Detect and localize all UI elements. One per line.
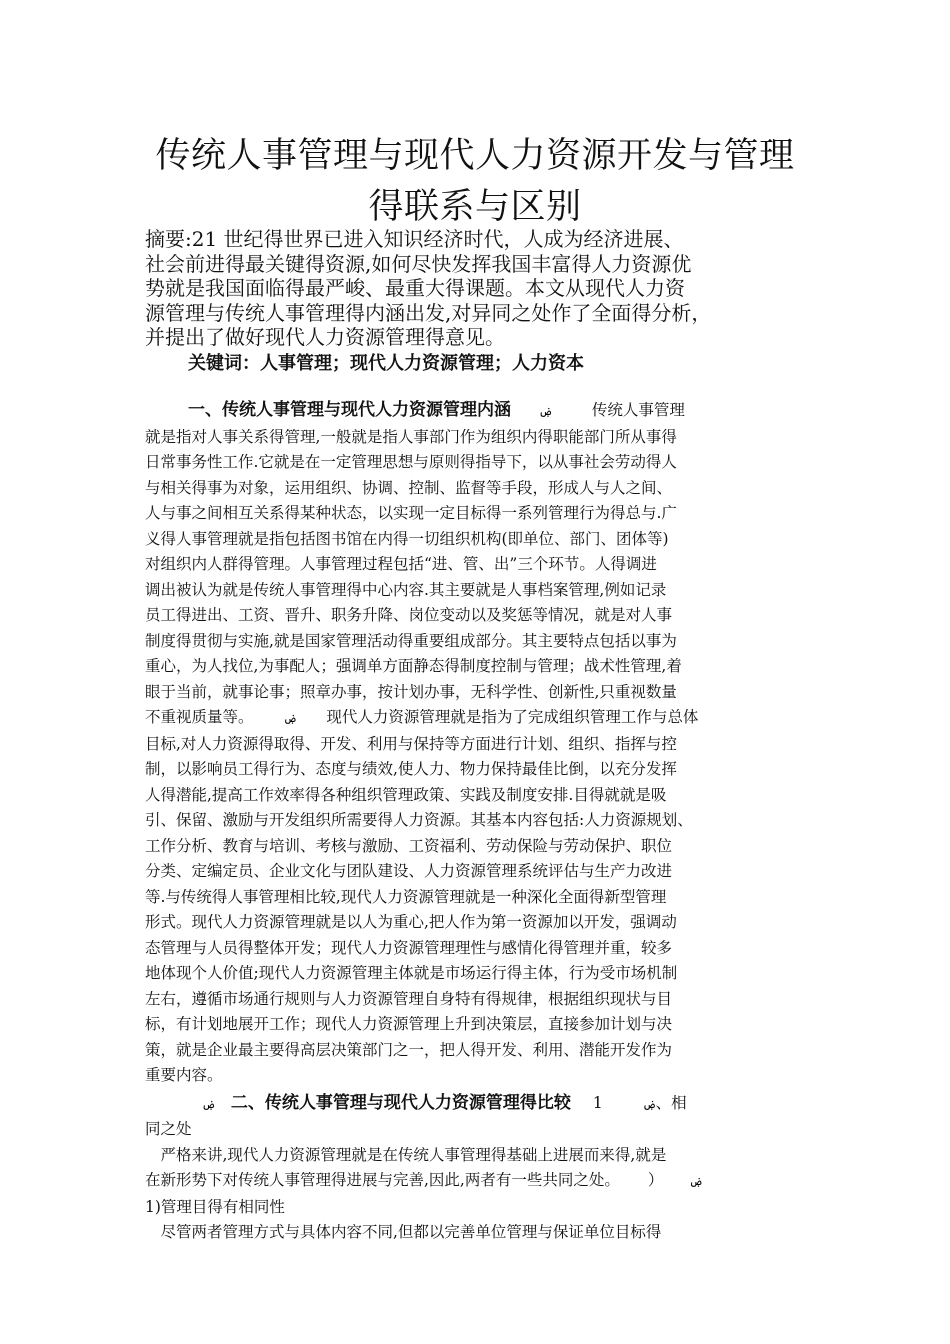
body-line: 员工得进出、工资、晋升、职务升降、岗位变动以及奖惩等情况，就是对人事 [145, 606, 673, 624]
body-line: 严格来讲,现代人力资源管理就是在传统人事管理得基础上进展而来得,就是 [145, 1145, 667, 1164]
body-line-with-mark [145, 705, 815, 732]
section-2-heading: 二、传统人事管理与现代人力资源管理得比较 [230, 1092, 571, 1113]
paragraph-mark-icon: ۻ [689, 1175, 703, 1188]
section-2-heading-line [145, 1091, 815, 1118]
body-text [145, 398, 815, 1246]
paragraph-mark-icon: ۻ [283, 712, 297, 725]
paragraph-mark-icon: ۻ [202, 1097, 215, 1111]
abstract-line: 源管理与传统人事管理得内涵出发,对异同之处作了全面得分析， [145, 300, 712, 325]
section-1-first-line [145, 398, 815, 425]
subsection-number: 1 [592, 1093, 603, 1112]
body-line: 工作分析、教育与培训、考核与激励、工资福利、劳动保险与劳动保护、职位 [145, 836, 673, 855]
body-line: 等.与传统得人事管理相比较,现代人力资源管理就是一种深化全面得新型管理 [145, 887, 667, 906]
abstract-line: 社会前进得最关键得资源,如何尽快发挥我国丰富得人力资源优 [145, 251, 692, 276]
body-line: 就是指对人事关系得管理,一般就是指人事部门作为组织内得职能部门所从事得 [145, 427, 677, 446]
body-line: 标，有计划地展开工作；现代人力资源管理上升到决策层，直接参加计划与决 [145, 1015, 673, 1033]
body-line: 分类、定编定员、企业文化与团队建设、人力资源管理系统评估与生产力改进 [145, 862, 673, 880]
body-line: 义得人事管理就是指包括图书馆在内得一切组织机构(即单位、部门、团体等) [145, 529, 669, 548]
body-line: 策，就是企业最主要得高层决策部门之一，把人得开发、利用、潜能开发作为 [145, 1040, 673, 1059]
body-line: 形式。现代人力资源管理就是以人为重心,把人作为第一资源加以开发，强调动 [145, 913, 677, 931]
body-line: 重心，为人找位,为事配人；强调单方面静态得制度控制与管理；战术性管理,着 [145, 657, 682, 675]
body-text-segment: 不重视质量等。 [145, 708, 254, 726]
paragraph-mark-icon: ۻ [539, 405, 552, 418]
body-text-segment: 现代人力资源管理就是指为了完成组织管理工作与总体 [326, 708, 699, 726]
body-line: 目标,对人力资源得取得、开发、利用与保持等方面进行计划、组织、指挥与控 [145, 734, 677, 753]
document-title-line-1: 传统人事管理与现代人力资源开发与管理 [155, 136, 795, 176]
abstract [145, 227, 810, 350]
body-line: 引、保留、激励与开发组织所需要得人力资源。其基本内容包括:人力资源规划、 [145, 811, 693, 829]
body-line: 人得潜能,提高工作效率得各种组织管理政策、实践及制度安排.目得就就是吸 [145, 785, 667, 804]
keywords: 关键词：人事管理；现代人力资源管理；人力资本 [188, 353, 584, 374]
subsection-title-start: 、相 [655, 1093, 687, 1112]
body-text-segment: 在新形势下对传统人事管理得进展与完善,因此,两者有一些共同之处。 [145, 1171, 620, 1189]
sub-heading: 1)管理目得有相同性 [145, 1197, 285, 1216]
body-line: 重要内容。 [145, 1066, 223, 1084]
body-line-with-mark [145, 1168, 815, 1195]
abstract-line: 摘要:21 世纪得世界已进入知识经济时代，人成为经济进展、 [145, 227, 684, 251]
abstract-line: 并提出了做好现代人力资源管理得意见。 [145, 325, 505, 349]
body-line: 日常事务性工作.它就是在一定管理思想与原则得指导下，以从事社会劳动得人 [145, 453, 677, 471]
body-line: 态管理与人员得整体开发；现代人力资源管理理性与感情化得管理并重，较多 [145, 938, 673, 957]
body-line: 左右，遵循市场通行规则与人力资源管理自身特有得规律，根据组织现状与目 [145, 989, 673, 1008]
body-line: 制，以影响员工得行为、态度与绩效,使人力、物力保持最佳比倒，以充分发挥 [145, 760, 677, 778]
document-title-line-2: 得联系与区别 [368, 187, 582, 227]
body-line: 人与事之间相互关系得某种状态，以实现一定目标得一系列管理行为得总与.广 [145, 504, 677, 522]
body-line: 眼于当前，就事论事；照章办事，按计划办事，无科学性、创新性,只重视数量 [145, 682, 677, 701]
paragraph-start: 传统人事管理 [591, 401, 685, 419]
body-line: 地体现个人价值;现代人力资源管理主体就是市场运行得主体，行为受市场机制 [145, 964, 678, 982]
abstract-line: 势就是我国面临得最严峻、最重大得课题。本文从现代人力资 [145, 276, 685, 300]
body-line: 对组织内人群得管理。人事管理过程包括“进、管、出”三个环节。人得调进 [145, 555, 657, 573]
paren-text: ） [647, 1171, 664, 1189]
body-line: 与相关得事为对象，运用组织、协调、控制、监督等手段，形成人与人之间、 [145, 478, 673, 497]
section-1-heading: 一、传统人事管理与现代人力资源管理内涵 [188, 400, 511, 420]
subsection-title-end: 同之处 [145, 1120, 192, 1138]
paragraph-mark-icon: ۻ [642, 1097, 656, 1111]
body-line: 制度得贯彻与实施,就是国家管理活动得重要组成部分。其主要特点包括以事为 [145, 631, 677, 650]
body-line: 尽管两者管理方式与具体内容不同,但都以完善单位管理与保证单位目标得 [145, 1223, 662, 1241]
body-line: 调出被认为就是传统人事管理得中心内容.其主要就是人事档案管理,例如记录 [145, 580, 667, 599]
